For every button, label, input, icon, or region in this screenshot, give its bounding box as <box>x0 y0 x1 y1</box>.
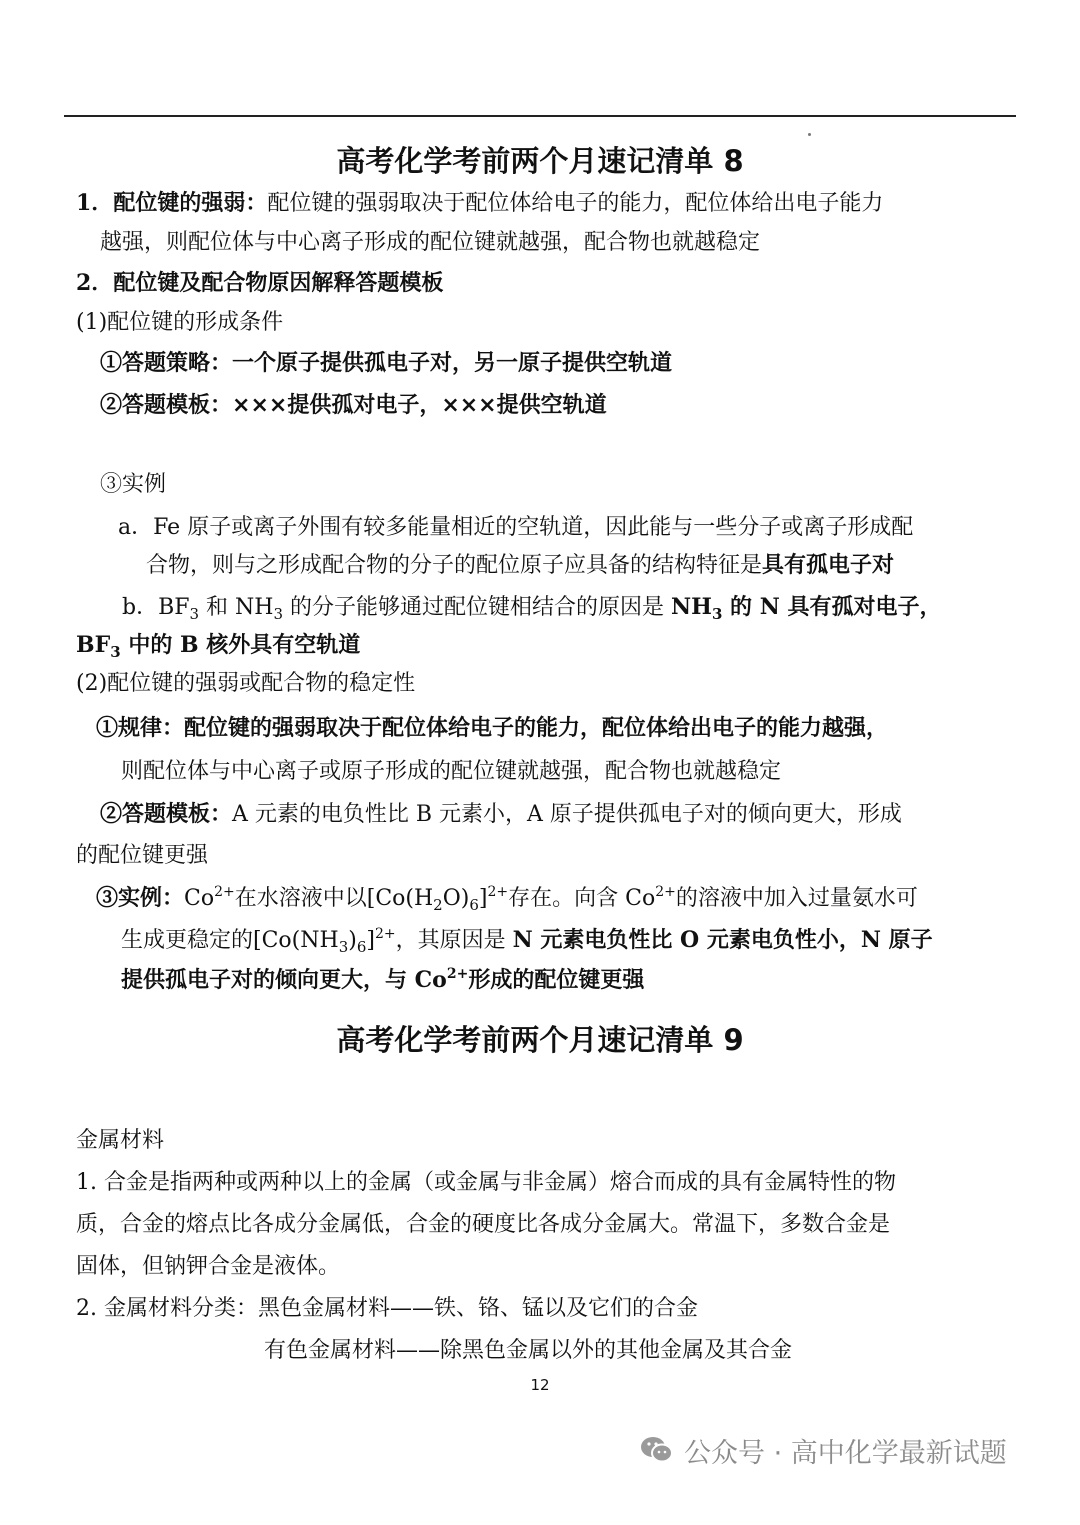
item-1-number: 1． <box>76 190 114 216</box>
example-a-line-1: a．Fe 原子或离子外围有较多能量相近的空轨道，因此能与一些分子或离子形成配 <box>118 515 914 540</box>
section-title-8: 高考化学考前两个月速记清单 8 <box>336 144 744 178</box>
template-line <box>100 390 607 421</box>
wechat-icon <box>640 1435 674 1465</box>
rule-label: ①规律： <box>96 715 185 741</box>
subscript: 6 <box>356 938 367 956</box>
formula-text: O) <box>442 886 470 911</box>
section-title-9: 高考化学考前两个月速记清单 9 <box>336 1023 744 1057</box>
example-a-text: 合物，则与之形成配合物的分子的配位原子应具备的结构特征是 <box>146 553 763 578</box>
b-text-1: b．BF <box>122 595 190 620</box>
instance-answer: 形成的配位键更强 <box>468 967 645 993</box>
superscript: 2+ <box>446 966 469 982</box>
subscript: 2 <box>433 896 443 914</box>
strategy-text: 一个原子提供孤电子对，另一原子提供空轨道 <box>232 350 673 376</box>
rule-text-1: 配位键的强弱取决于配位体给电子的能力，配位体给出电子的能力越强， <box>184 715 889 741</box>
formula-text: 生成更稳定的[Co(NH <box>121 928 339 953</box>
b-bold-2: 的 N 具有孤对电子， <box>722 594 942 620</box>
item-2-heading <box>76 268 443 299</box>
b2-bold-1: BF <box>76 632 111 658</box>
formula-text: ) <box>348 928 357 953</box>
instance-label: ③实例： <box>96 885 185 911</box>
instance-line-3 <box>121 965 644 995</box>
subscript: 3 <box>711 605 723 623</box>
subscript: 3 <box>110 643 121 661</box>
b-text-2: 和 NH <box>199 595 274 620</box>
superscript: 2+ <box>655 884 676 900</box>
subsection-1-heading: (1)配位键的形成条件 <box>76 310 284 335</box>
b2-bold-2: 中的 B 核外具有空轨道 <box>120 632 361 658</box>
subscript: 3 <box>273 605 284 623</box>
answer-template-line-1 <box>100 799 902 830</box>
ion-text: Co <box>184 886 215 911</box>
subscript: 3 <box>338 938 349 956</box>
item-1-line-2: 越强，则配位体与中心离子形成的配位键就越强，配合物也就越稳定 <box>100 230 761 255</box>
superscript: 2+ <box>487 884 509 900</box>
instance-line-1 <box>96 883 918 914</box>
item-2-number: 2． <box>76 270 114 296</box>
instance-text: 存在。向含 Co <box>508 886 656 911</box>
strategy-label: ①答题策略： <box>100 350 233 376</box>
metals-p2-line-2: 有色金属材料——除黑色金属以外的其他金属及其合金 <box>264 1338 793 1363</box>
answer-template-text: A 元素的电负性比 B 元素小，A 原子提供孤电子对的倾向更大，形成 <box>232 802 902 827</box>
example-a-line-2 <box>146 551 894 581</box>
superscript: 2+ <box>214 884 235 900</box>
item-1-text: 配位键的强弱取决于配位体给电子的能力，配位体给出电子能力 <box>267 191 884 216</box>
item-1-heading: 配位键的强弱： <box>113 191 268 216</box>
formula-text: 在水溶液中以[Co(H <box>234 886 434 911</box>
metals-p1-line-2: 质，合金的熔点比各成分金属低，合金的硬度比各成分金属大。常温下，多数合金是 <box>76 1212 891 1237</box>
rule-line-1 <box>96 713 888 744</box>
instance-answer: 提供孤电子对的倾向更大，与 Co <box>121 967 447 993</box>
example-b-line-1 <box>122 592 941 623</box>
subscript: 6 <box>469 896 479 914</box>
answer-template-label: ②答题模板： <box>100 801 233 827</box>
top-rule <box>64 115 1016 117</box>
formula-text: ] <box>478 886 488 911</box>
b-text-3: 的分子能够通过配位键相结合的原因是 <box>283 595 672 620</box>
watermark-text: 公众号 · 高中化学最新试题 <box>684 1437 1007 1469</box>
formula-text: ] <box>366 928 375 953</box>
metals-p1-line-3: 固体，但钠钾合金是液体。 <box>76 1254 341 1279</box>
template-text: ×××提供孤对电子，×××提供空轨道 <box>232 393 607 418</box>
instance-answer: N 元素电负性比 O 元素电负性小，N 原子 <box>512 927 933 953</box>
metals-p2-line-1: 2. 金属材料分类：黑色金属材料——铁、铬、锰以及它们的合金 <box>76 1296 698 1321</box>
example-a-answer: 具有孤电子对 <box>762 553 895 578</box>
page-number: 12 <box>530 1376 550 1394</box>
instance-text: 的溶液中加入过量氨水可 <box>675 886 918 911</box>
b-bold-1: NH <box>671 594 712 620</box>
watermark <box>640 1430 1007 1470</box>
template-label: ②答题模板： <box>100 392 233 418</box>
subscript: 3 <box>189 605 200 623</box>
instance-line-2 <box>121 925 933 956</box>
example-b-line-2 <box>76 630 360 661</box>
subsection-2-heading: (2)配位键的强弱或配合物的稳定性 <box>76 671 416 696</box>
scan-speck <box>808 133 811 136</box>
example-label: ③实例 <box>100 472 167 497</box>
metals-p1-line-1: 1. 合金是指两种或两种以上的金属（或金属与非金属）熔合而成的具有金属特性的物 <box>76 1170 896 1195</box>
item-1-line-1 <box>76 188 883 219</box>
answer-template-line-2: 的配位键更强 <box>76 843 209 868</box>
instance-text: ，其原因是 <box>395 928 513 953</box>
superscript: 2+ <box>374 926 396 942</box>
metals-heading: 金属材料 <box>76 1128 165 1153</box>
strategy-line <box>100 348 672 379</box>
rule-line-2: 则配位体与中心离子或原子形成的配位键就越强，配合物也就越稳定 <box>121 759 782 784</box>
item-2-title: 配位键及配合物原因解释答题模板 <box>113 271 444 296</box>
